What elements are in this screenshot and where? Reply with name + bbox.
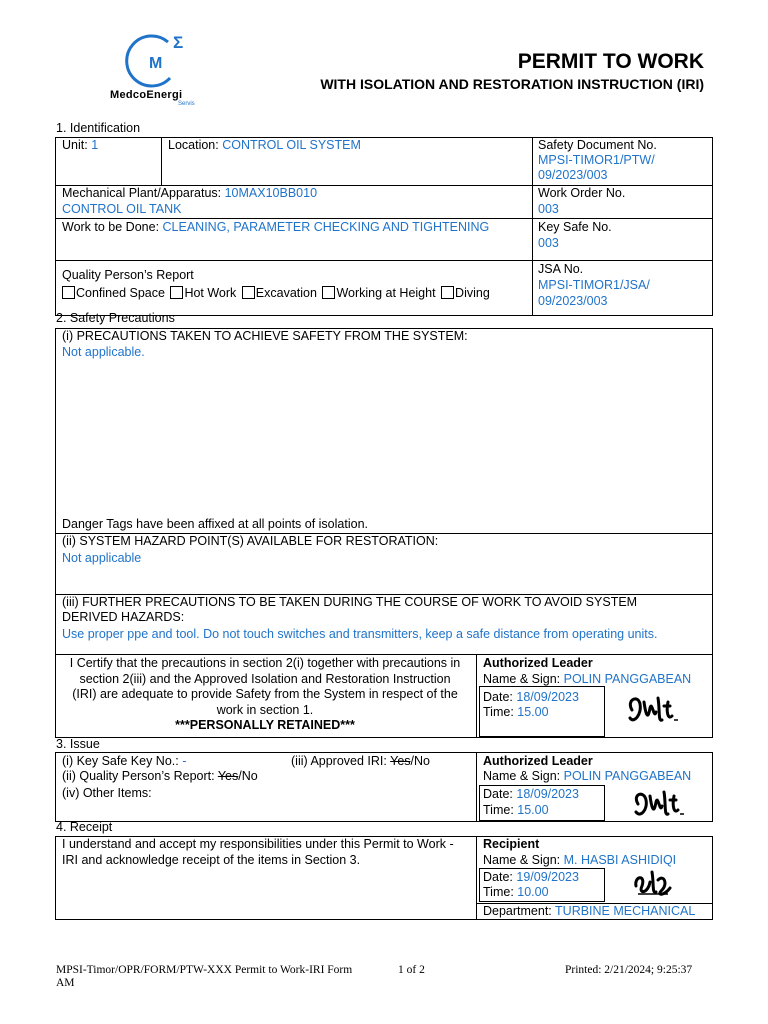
receipt-date-value: 19/09/2023 <box>516 870 579 884</box>
footer-form-id: MPSI-Timor/OPR/FORM/PTW-XXX Permit to Work-IRI Form <box>56 964 353 976</box>
key-safe-key-value: - <box>182 754 187 768</box>
precautions-ii-value: Not applicable <box>62 551 142 565</box>
unit-value: 1 <box>91 138 99 152</box>
date-value: 18/09/2023 <box>516 690 579 704</box>
qp-report-yes: Yes <box>217 769 239 783</box>
footer-page-number: 1 of 2 <box>398 964 425 976</box>
precautions-i-value: Not applicable. <box>62 345 145 359</box>
location-field <box>168 138 361 153</box>
confined-space-checkbox[interactable] <box>62 286 75 299</box>
precautions-iii-label-2: DERIVED HAZARDS: <box>62 610 185 624</box>
jsa-label: JSA No. <box>538 262 584 276</box>
date-field <box>483 690 579 705</box>
issue-time-field <box>483 803 549 818</box>
excavation-checkbox[interactable] <box>242 286 255 299</box>
certify-line-4: work in section 1. <box>216 702 314 717</box>
certify-text <box>58 656 472 734</box>
diving-checkbox[interactable] <box>441 286 454 299</box>
issue-time-label: Time: <box>483 803 514 817</box>
diving-label: Diving <box>455 286 490 300</box>
svg-text:Σ: Σ <box>173 33 184 52</box>
receipt-time-label: Time: <box>483 885 514 899</box>
hot-work-checkbox[interactable] <box>170 286 183 299</box>
personally-retained: ***PERSONALLY RETAINED*** <box>175 718 355 732</box>
authorized-leader-name <box>483 672 691 687</box>
date-label: Date: <box>483 690 513 704</box>
signature-image <box>622 690 682 730</box>
section-receipt-heading: 4. Receipt <box>56 820 113 834</box>
unit-label: Unit: <box>62 138 88 152</box>
confined-space-label: Confined Space <box>76 286 165 300</box>
issue-name-sign-value: POLIN PANGGABEAN <box>563 769 692 783</box>
time-field <box>483 705 549 720</box>
section-identification-heading: 1. Identification <box>56 121 141 135</box>
work-label: Work to be Done: <box>62 220 160 234</box>
name-sign-label: Name & Sign: <box>483 672 561 686</box>
footer-form-id-cont: AM <box>56 977 75 989</box>
working-at-height-checkbox[interactable] <box>322 286 335 299</box>
recipient-name-label: Name & Sign: <box>483 853 561 867</box>
work-value: CLEANING, PARAMETER CHECKING AND TIGHTENING <box>162 220 490 234</box>
footer-printed-date: Printed: 2/21/2024; 9:25:37 <box>565 964 693 976</box>
key-safe-label: Key Safe No. <box>538 220 612 234</box>
svg-text:M: M <box>149 55 163 72</box>
certify-line-1: I Certify that the precautions in section 2(i) together with precautions in <box>69 656 461 670</box>
department-field <box>483 904 695 919</box>
approved-iri-label: (iii) Approved IRI: <box>291 754 387 768</box>
work-order-label: Work Order No. <box>538 186 626 200</box>
precautions-ii-label: (ii) SYSTEM HAZARD POINT(S) AVAILABLE FOR RESTORATION: <box>62 534 439 548</box>
precautions-iii-label-1: (iii) FURTHER PRECAUTIONS TO BE TAKEN DURING THE COURSE OF WORK TO AVOID SYSTEM <box>62 595 638 609</box>
receipt-text-2: IRI and acknowledge receipt of the items in Section 3. <box>62 853 361 867</box>
safety-doc-value-1: MPSI-TIMOR1/PTW/ <box>538 153 655 167</box>
quality-person-options <box>62 286 490 301</box>
time-value: 15.00 <box>517 705 549 719</box>
department-label: Department: <box>483 904 552 918</box>
issue-authorized-leader-title: Authorized Leader <box>483 754 593 768</box>
receipt-time-value: 10.00 <box>517 885 549 899</box>
qp-report-label: (ii) Quality Person’s Report: <box>62 769 215 783</box>
quality-person-report-label: Quality Person’s Report <box>62 268 194 282</box>
other-items-label: (iv) Other Items: <box>62 786 152 800</box>
location-value: CONTROL OIL SYSTEM <box>222 138 361 152</box>
issue-date-value: 18/09/2023 <box>516 787 579 801</box>
approved-iri-field <box>291 754 430 769</box>
issue-date-label: Date: <box>483 787 513 801</box>
plant-value-2: CONTROL OIL TANK <box>62 202 182 216</box>
receipt-date-field <box>483 870 579 885</box>
work-field <box>62 220 489 235</box>
logo-text: MedcoEnergi <box>110 89 183 101</box>
issue-date-field <box>483 787 579 802</box>
quality-person-report-field <box>62 769 258 784</box>
receipt-text-1: I understand and accept my responsibilities under this Permit to Work - <box>62 837 454 851</box>
section-precautions-heading: 2. Safety Precautions <box>56 311 175 325</box>
jsa-value-1: MPSI-TIMOR1/JSA/ <box>538 278 650 292</box>
certify-line-3: (IRI) are adequate to provide Safety from the System in respect of the <box>72 687 458 701</box>
recipient-signature-image <box>628 866 678 900</box>
approved-iri-no: /No <box>410 754 430 768</box>
hot-work-label: Hot Work <box>184 286 237 300</box>
issue-time-value: 15.00 <box>517 803 549 817</box>
working-at-height-label: Working at Height <box>336 286 436 300</box>
work-order-value: 003 <box>538 202 559 216</box>
jsa-value-2: 09/2023/003 <box>538 294 608 308</box>
plant-value-1: 10MAX10BB010 <box>224 186 318 200</box>
safety-doc-value-2: 09/2023/003 <box>538 168 608 182</box>
plant-field <box>62 186 317 201</box>
time-label: Time: <box>483 705 514 719</box>
excavation-label: Excavation <box>255 286 317 300</box>
precautions-iii-value: Use proper ppe and tool. Do not touch switches and transmitters, keep a safe distance from operating units. <box>62 627 658 641</box>
issue-signature-image <box>628 786 688 822</box>
department-value: TURBINE MECHANICAL <box>555 904 696 918</box>
approved-iri-yes: Yes <box>390 754 411 768</box>
certify-line-2: section 2(iii) and the Approved Isolation and Restoration Instruction <box>79 671 451 686</box>
page-subtitle: WITH ISOLATION AND RESTORATION INSTRUCTION (IRI) <box>320 76 704 92</box>
issue-name-sign-label: Name & Sign: <box>483 769 561 783</box>
key-safe-key-field <box>62 754 186 769</box>
unit-field <box>62 138 98 153</box>
qp-report-no: /No <box>238 769 258 783</box>
plant-label: Mechanical Plant/Apparatus: <box>62 186 222 200</box>
name-sign-value: POLIN PANGGABEAN <box>563 672 692 686</box>
key-safe-key-label: (i) Key Safe Key No.: <box>62 754 179 768</box>
safety-doc-label: Safety Document No. <box>538 138 657 152</box>
page-title: PERMIT TO WORK <box>517 50 704 73</box>
key-safe-value: 003 <box>538 236 559 250</box>
issue-authorized-leader-name <box>483 769 691 784</box>
location-label: Location: <box>168 138 219 152</box>
section-issue-heading: 3. Issue <box>56 737 100 751</box>
recipient-name-value: M. HASBI ASHIDIQI <box>563 853 677 867</box>
receipt-time-field <box>483 885 549 900</box>
receipt-date-label: Date: <box>483 870 513 884</box>
authorized-leader-title: Authorized Leader <box>483 656 593 670</box>
recipient-title: Recipient <box>483 837 540 851</box>
logo-subtext: Servis <box>178 101 195 107</box>
precautions-i-label: (i) PRECAUTIONS TAKEN TO ACHIEVE SAFETY FROM THE SYSTEM: <box>62 329 468 343</box>
danger-tags-text: Danger Tags have been affixed at all points of isolation. <box>62 517 368 531</box>
